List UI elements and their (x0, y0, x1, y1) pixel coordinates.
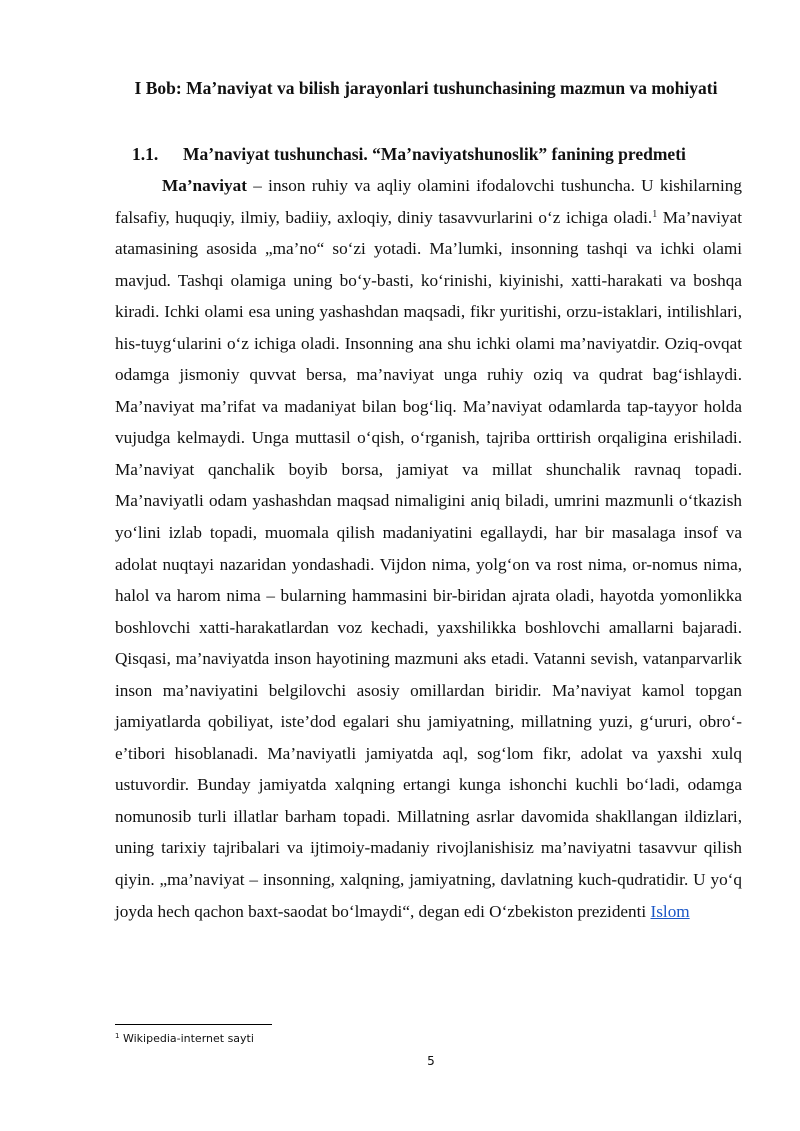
chapter-heading: I Bob: Ma’naviyat va bilish jarayonlari tushunchasining mazmun va mohiyati (134, 78, 718, 98)
footnote-divider (115, 1024, 272, 1025)
section-number: 1.1. (132, 144, 159, 164)
body-paragraph (115, 170, 742, 927)
footnote-reference[interactable]: 1 (652, 208, 658, 220)
footnote-marker: 1 (115, 1032, 120, 1040)
defined-term: Ma’naviyat (162, 176, 247, 195)
footnote-text: Wikipedia-internet sayti (119, 1032, 254, 1045)
page-number: 5 (427, 1054, 435, 1068)
section-heading (132, 139, 752, 169)
islom-link[interactable]: Islom (650, 901, 690, 921)
paragraph-text-part-1: – inson ruhiy va aqliy olamini ifodalovchi tushuncha. U kishilarning falsafiy, huquqiy, ilmiy, badiiy, axloqiy, diniy tasavvurlarini o‘z ichiga oladi. (115, 176, 742, 227)
section-title: Ma’naviyat tushunchasi. “Ma’naviyatshunoslik” fanining predmeti (183, 144, 686, 164)
paragraph-text-part-2: Ma’naviyat atamasining asosida „ma’no“ so‘zi yotadi. Ma’lumki, insonning tashqi va ichki olami mavjud. Tashqi olamiga uning bo‘y-basti, ko‘rinishi, kiyinishi, xatti-harakati va boshqa kiradi. Ichki olami esa uning yashashdan maqsadi, fikr yuritishi, orzu-istaklari, intilishlari, his-tuyg‘ularini o‘z ichiga oladi. Insonning ana shu ichki olami ma’naviyatdir. Oziq-ovqat odamga jismoniy quvvat bersa, ma’naviyat unga ruhiy oziq va qudrat bag‘ishlaydi. Ma’naviyat ma’rifat va madaniyat bilan bog‘liq. Ma’naviyat odamlarda tap-tayyor holda vujudga kelmaydi. Unga muttasil o‘qish, o‘rganish, tajriba orttirish orqaligina erishiladi. Ma’naviyat qanchalik boyib borsa, jamiyat va millat shunchalik ravnaq topadi. Ma’naviyatli odam yashashdan maqsad nimaligini aniq biladi, umrini mazmunli o‘tkazish yo‘lini izlab topadi, muomala qilish madaniyatini egallaydi, har bir masalaga insof va adolat nuqtayi nazaridan yondashadi. Vijdon nima, yolg‘on va rost nima, or-nomus nima, halol va harom nima – bularning hammasini bir-biridan ajrata oladi, hayotda yomonlikka boshlovchi xatti-harakatlardan voz kechadi, yaxshilikka boshlovchi amallarni bajaradi. Qisqasi, ma’naviyatda inson hayotining mazmuni aks etadi. Vatanni sevish, vatanparvarlik inson ma’naviyatini belgilovchi asosiy omillardan biridir. Ma’naviyat kamol topgan jamiyatlarda qobiliyat, iste’dod egalari shu jamiyatning, millatning yuzi, g‘ururi, obro‘-e’tibori hisoblanadi. Ma’naviyatli jamiyatda aql, sog‘lom fikr, adolat va yaxshi xulq ustuvordir. Bunday jamiyatda xalqning ertangi kunga ishonchi kuchli bo‘ladi, odamga nomunosib turli illatlar barham topadi. Millatning asrlar davomida shakllangan ildizlari, uning tarixiy tajribalari va ijtimoiy-madaniy rivojlanishisiz ma’naviyatni tasavvur qilish qiyin. „ma’naviyat – insonning, xalqning, jamiyatning, davlatning kuch-qudratidir. U yo‘q joyda hech qachon baxt-saodat bo‘lmaydi“, degan edi O‘zbekiston prezidenti (115, 207, 742, 921)
footnote (115, 1032, 254, 1046)
